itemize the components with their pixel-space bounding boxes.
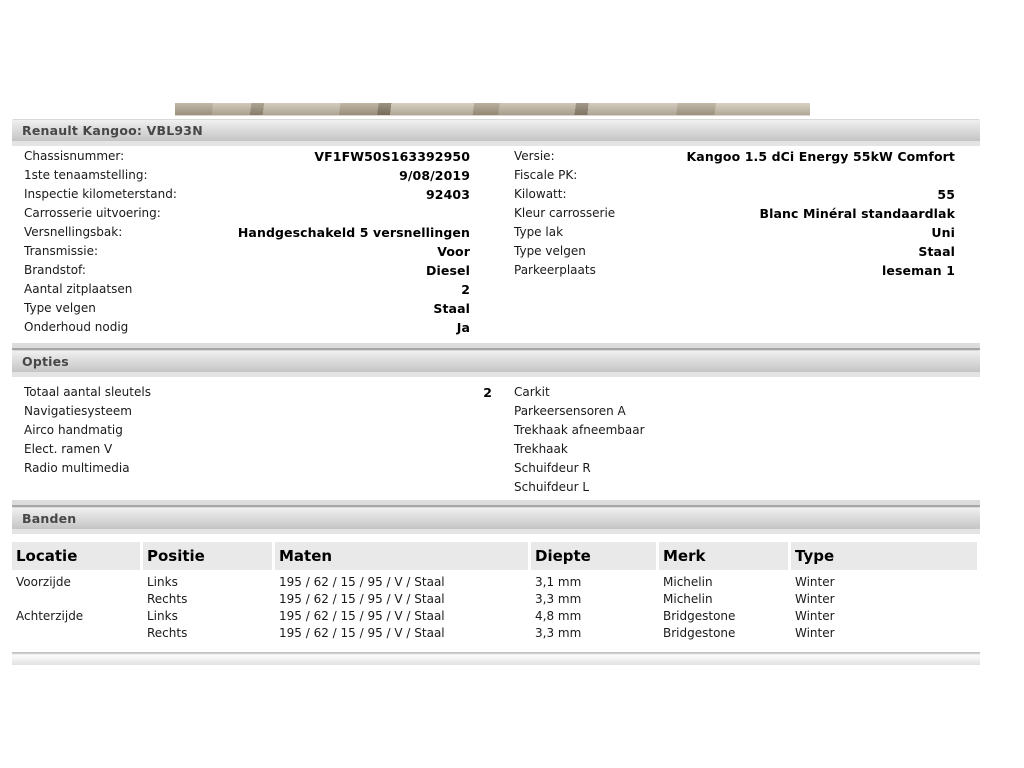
optie-label: Totaal aantal sleutels: [24, 385, 151, 399]
spec-value: Voor: [437, 244, 470, 259]
spec-row-aantal-zitplaatsen: [24, 280, 470, 299]
spec-value: 2: [461, 282, 470, 297]
spec-row-brandstof: [24, 261, 470, 280]
optie-item-trekhaak: Trekhaak: [514, 442, 568, 456]
column-header-diepte: Diepte: [531, 542, 659, 570]
banden-section-title-bar-shade: [12, 529, 980, 534]
spec-label: 1ste tenaamstelling:: [24, 168, 148, 182]
cell-locatie: [12, 590, 143, 607]
spec-row-type-velgen-rechts: [514, 242, 955, 261]
spec-value: Handgeschakeld 5 versnellingen: [237, 225, 470, 240]
vehicle-specs-right-column: [514, 147, 955, 280]
cell-type: Winter: [795, 608, 835, 623]
optie-item-carkit: Carkit: [514, 385, 550, 399]
spec-value: Ja: [456, 320, 470, 335]
column-header-maten: Maten: [275, 542, 531, 570]
cell-type: Winter: [795, 591, 835, 606]
column-header-positie: Positie: [143, 542, 275, 570]
spec-label: Chassisnummer:: [24, 149, 125, 163]
spec-value: Staal: [433, 301, 470, 316]
spec-row-transmissie: [24, 242, 470, 261]
spec-row-chassisnummer: [24, 147, 470, 166]
cell-maten: 195 / 62 / 15 / 95 / V / Staal: [279, 574, 445, 589]
spec-row-parkeerplaats: [514, 261, 955, 280]
column-header-type: Type: [791, 542, 980, 570]
table-row: [12, 570, 980, 590]
cell-type: Winter: [795, 574, 835, 589]
opties-right-column: [514, 383, 834, 497]
vehicle-section-title-bar-shade: [12, 141, 980, 146]
optie-item-schuifdeur-r: Schuifdeur R: [514, 461, 591, 475]
opties-section-title-bar: [12, 350, 980, 372]
cell-merk: Bridgestone: [663, 625, 736, 640]
column-header-merk: Merk: [659, 542, 791, 570]
vehicle-section-title: Renault Kangoo: VBL93N: [22, 123, 203, 138]
spec-value: VF1FW50S163392950: [314, 149, 470, 164]
section-opties-header: [12, 343, 980, 377]
spec-label: Versie:: [514, 149, 555, 163]
optie-label: Elect. ramen V: [24, 442, 113, 456]
spec-value: 9/08/2019: [399, 168, 470, 183]
cell-diepte: 3,3 mm: [535, 591, 582, 606]
cell-merk: Bridgestone: [663, 608, 736, 623]
cell-diepte: 3,1 mm: [535, 574, 582, 589]
cell-merk: Michelin: [663, 574, 713, 589]
spec-row-type-velgen: [24, 299, 470, 318]
optie-row-radio-multimedia: [24, 459, 492, 478]
cell-locatie: Achterzijde: [16, 608, 84, 623]
spec-row-onderhoud-nodig: [24, 318, 470, 337]
spec-value: leseman 1: [882, 263, 955, 278]
spec-label: Versnellingsbak:: [24, 225, 123, 239]
cell-type: Winter: [795, 625, 835, 640]
column-header-locatie: Locatie: [12, 542, 143, 570]
spec-label: Type velgen: [24, 301, 96, 315]
spec-label: Aantal zitplaatsen: [24, 282, 133, 296]
opties-left-column: [24, 383, 492, 478]
spec-value: Blanc Minéral standaardlak: [759, 206, 955, 221]
spec-row-type-lak: [514, 223, 955, 242]
optie-item-parkeersensoren: Parkeersensoren A: [514, 404, 626, 418]
section-vehicle-header: [12, 119, 980, 146]
spec-value: Staal: [918, 244, 955, 259]
banden-header-row: [12, 542, 980, 570]
optie-value: 2: [483, 385, 492, 400]
cell-positie: Rechts: [147, 591, 188, 606]
section-divider-strip: [12, 500, 980, 507]
cell-diepte: 3,3 mm: [535, 625, 582, 640]
vehicle-section-title-bar: [12, 119, 980, 141]
spec-label: Onderhoud nodig: [24, 320, 129, 334]
cell-positie: Rechts: [147, 625, 188, 640]
optie-label: Airco handmatig: [24, 423, 123, 437]
cell-merk: Michelin: [663, 591, 713, 606]
optie-row-elect-ramen: [24, 440, 492, 459]
optie-label: Navigatiesysteem: [24, 404, 132, 418]
cell-locatie: Voorzijde: [16, 574, 71, 589]
banden-table: [12, 542, 980, 641]
spec-value: 55: [937, 187, 955, 202]
spec-row-inspectie-kilometerstand: [24, 185, 470, 204]
spec-label: Transmissie:: [24, 244, 98, 258]
spec-label: Carrosserie uitvoering:: [24, 206, 161, 220]
cell-diepte: 4,8 mm: [535, 608, 582, 623]
optie-row-totaal-sleutels: [24, 383, 492, 402]
opties-section-title-bar-shade: [12, 372, 980, 377]
spec-row-fiscale-pk: [514, 166, 955, 185]
table-row: [12, 607, 980, 624]
spec-row-tenaamstelling: [24, 166, 470, 185]
cell-positie: Links: [147, 608, 178, 623]
table-row: [12, 624, 980, 641]
optie-label: Radio multimedia: [24, 461, 130, 475]
cell-locatie: [12, 624, 143, 641]
spec-value: Kangoo 1.5 dCi Energy 55kW Comfort: [686, 149, 955, 164]
table-row: [12, 590, 980, 607]
spec-label: Inspectie kilometerstand:: [24, 187, 177, 201]
spec-value: Uni: [931, 225, 955, 240]
cell-maten: 195 / 62 / 15 / 95 / V / Staal: [279, 591, 445, 606]
banden-section-title-bar: [12, 507, 980, 529]
spec-label: Parkeerplaats: [514, 263, 596, 277]
optie-row-airco-handmatig: [24, 421, 492, 440]
optie-item-trekhaak-afneembaar: Trekhaak afneembaar: [514, 423, 645, 437]
cell-maten: 195 / 62 / 15 / 95 / V / Staal: [279, 608, 445, 623]
spec-label: Type lak: [514, 225, 564, 239]
section-banden-header: [12, 500, 980, 534]
spec-row-versie: [514, 147, 955, 166]
opties-section-title: Opties: [22, 354, 69, 369]
optie-item-schuifdeur-l: Schuifdeur L: [514, 480, 590, 494]
vehicle-photo-bottom-edge: [175, 103, 810, 116]
spec-row-versnellingsbak: [24, 223, 470, 242]
vehicle-specs-left-column: [24, 147, 470, 337]
spec-value: 92403: [426, 187, 470, 202]
spec-row-carrosserie-uitvoering: [24, 204, 470, 223]
spec-label: Kleur carrosserie: [514, 206, 616, 220]
optie-row-navigatiesysteem: [24, 402, 492, 421]
spec-label: Brandstof:: [24, 263, 86, 277]
spec-row-kleur-carrosserie: [514, 204, 955, 223]
cell-positie: Links: [147, 574, 178, 589]
report-end-bar: [12, 652, 980, 665]
cell-maten: 195 / 62 / 15 / 95 / V / Staal: [279, 625, 445, 640]
section-divider-strip: [12, 343, 980, 350]
spec-label: Kilowatt:: [514, 187, 567, 201]
spec-label: Type velgen: [514, 244, 586, 258]
spec-label: Fiscale PK:: [514, 168, 578, 182]
spec-row-kilowatt: [514, 185, 955, 204]
spec-value: Diesel: [426, 263, 470, 278]
banden-section-title: Banden: [22, 511, 77, 526]
banden-table-container: [12, 542, 980, 641]
